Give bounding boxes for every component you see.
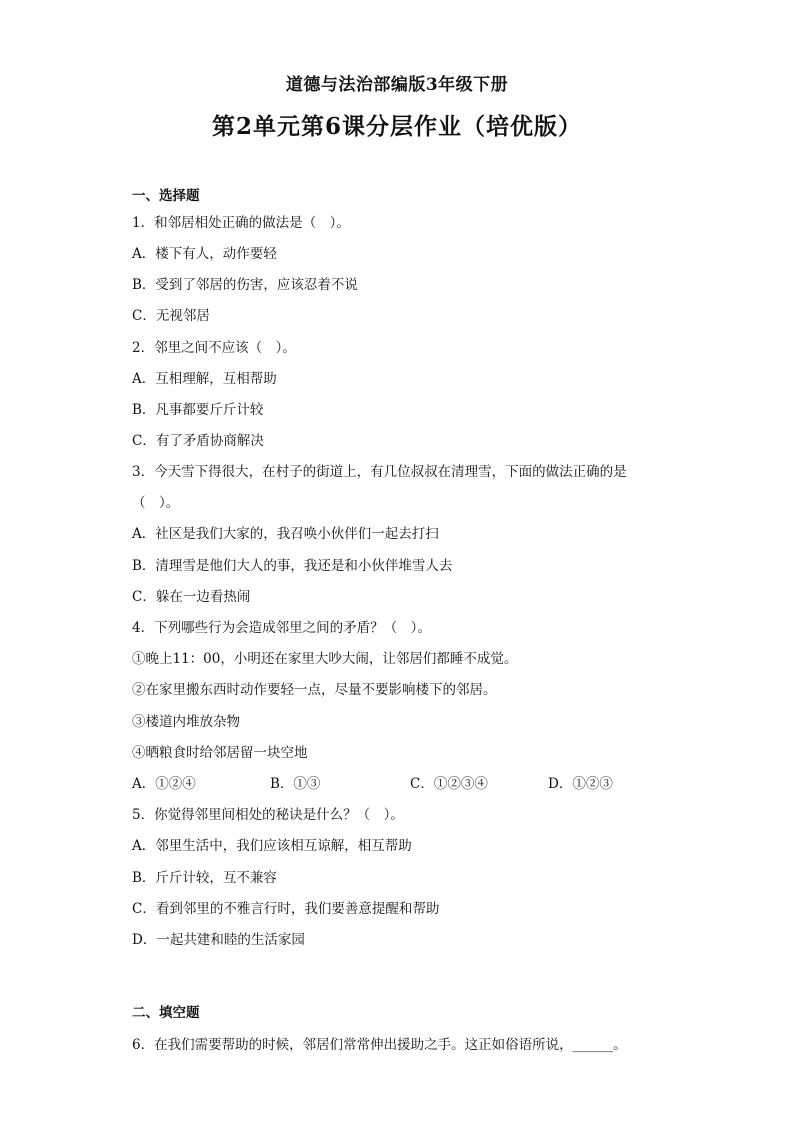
- question-4-option-d: D．①②③: [548, 776, 613, 792]
- question-2-option-b: B．凡事都要斤斤计较: [132, 402, 264, 418]
- question-4-item-1: ①晚上11：00，小明还在家里大吵大闹，让邻居们都睡不成觉。: [132, 651, 518, 667]
- question-6-stem: 6．在我们需要帮助的时候，邻居们常常伸出援助之手。这正如俗语所说，______。: [132, 1037, 627, 1053]
- question-3-stem: 3．今天雪下得很大，在村子的街道上，有几位叔叔在清理雪，下面的做法正确的是: [132, 464, 627, 480]
- question-5-option-a: A．邻里生活中，我们应该相互谅解，相互帮助: [132, 838, 412, 854]
- question-4-options: [132, 775, 662, 793]
- section-heading-fill-blank: 二、填空题: [132, 1005, 200, 1021]
- question-2-option-c: C．有了矛盾协商解决: [132, 433, 264, 449]
- question-1-option-b: B．受到了邻居的伤害，应该忍着不说: [132, 277, 358, 293]
- question-1-stem: 1．和邻居相处正确的做法是（ ）。: [132, 215, 350, 231]
- question-5-stem: 5．你觉得邻里间相处的秘诀是什么？（ ）。: [132, 807, 404, 823]
- question-4-stem: 4．下列哪些行为会造成邻里之间的矛盾？（ ）。: [132, 620, 431, 636]
- worksheet-title: 第2单元第6课分层作业（培优版）: [211, 113, 582, 140]
- question-3-stem-continued: （ ）。: [132, 495, 180, 511]
- section-heading-choice: 一、选择题: [132, 188, 200, 204]
- question-2-stem: 2．邻里之间不应该（ ）。: [132, 340, 296, 356]
- question-2-option-a: A．互相理解，互相帮助: [132, 371, 277, 387]
- question-5-option-d: D．一起共建和睦的生活家园: [132, 932, 305, 948]
- question-3-option-a: A．社区是我们大家的，我召唤小伙伴们一起去打扫: [132, 526, 439, 542]
- question-4-option-a: A．①②④: [132, 776, 196, 792]
- question-1-option-a: A．楼下有人，动作要轻: [132, 246, 277, 262]
- question-4-item-3: ③楼道内堆放杂物: [132, 714, 240, 730]
- question-5-option-b: B．斤斤计较，互不兼容: [132, 870, 277, 886]
- question-1-option-c: C．无视邻居: [132, 308, 210, 324]
- question-4-option-b: B．①③: [270, 776, 321, 792]
- question-4-option-c: C．①②③④: [410, 776, 488, 792]
- question-3-option-b: B．清理雪是他们大人的事，我还是和小伙伴堆雪人去: [132, 558, 453, 574]
- worksheet-subtitle: 道德与法治部编版3年级下册: [285, 75, 509, 95]
- question-4-item-4: ④晒粮食时给邻居留一块空地: [132, 745, 308, 761]
- question-4-item-2: ②在家里搬东西时动作要轻一点，尽量不要影响楼下的邻居。: [132, 682, 497, 698]
- question-5-option-c: C．看到邻里的不雅言行时，我们要善意提醒和帮助: [132, 901, 440, 917]
- question-3-option-c: C．躲在一边看热闹: [132, 589, 251, 605]
